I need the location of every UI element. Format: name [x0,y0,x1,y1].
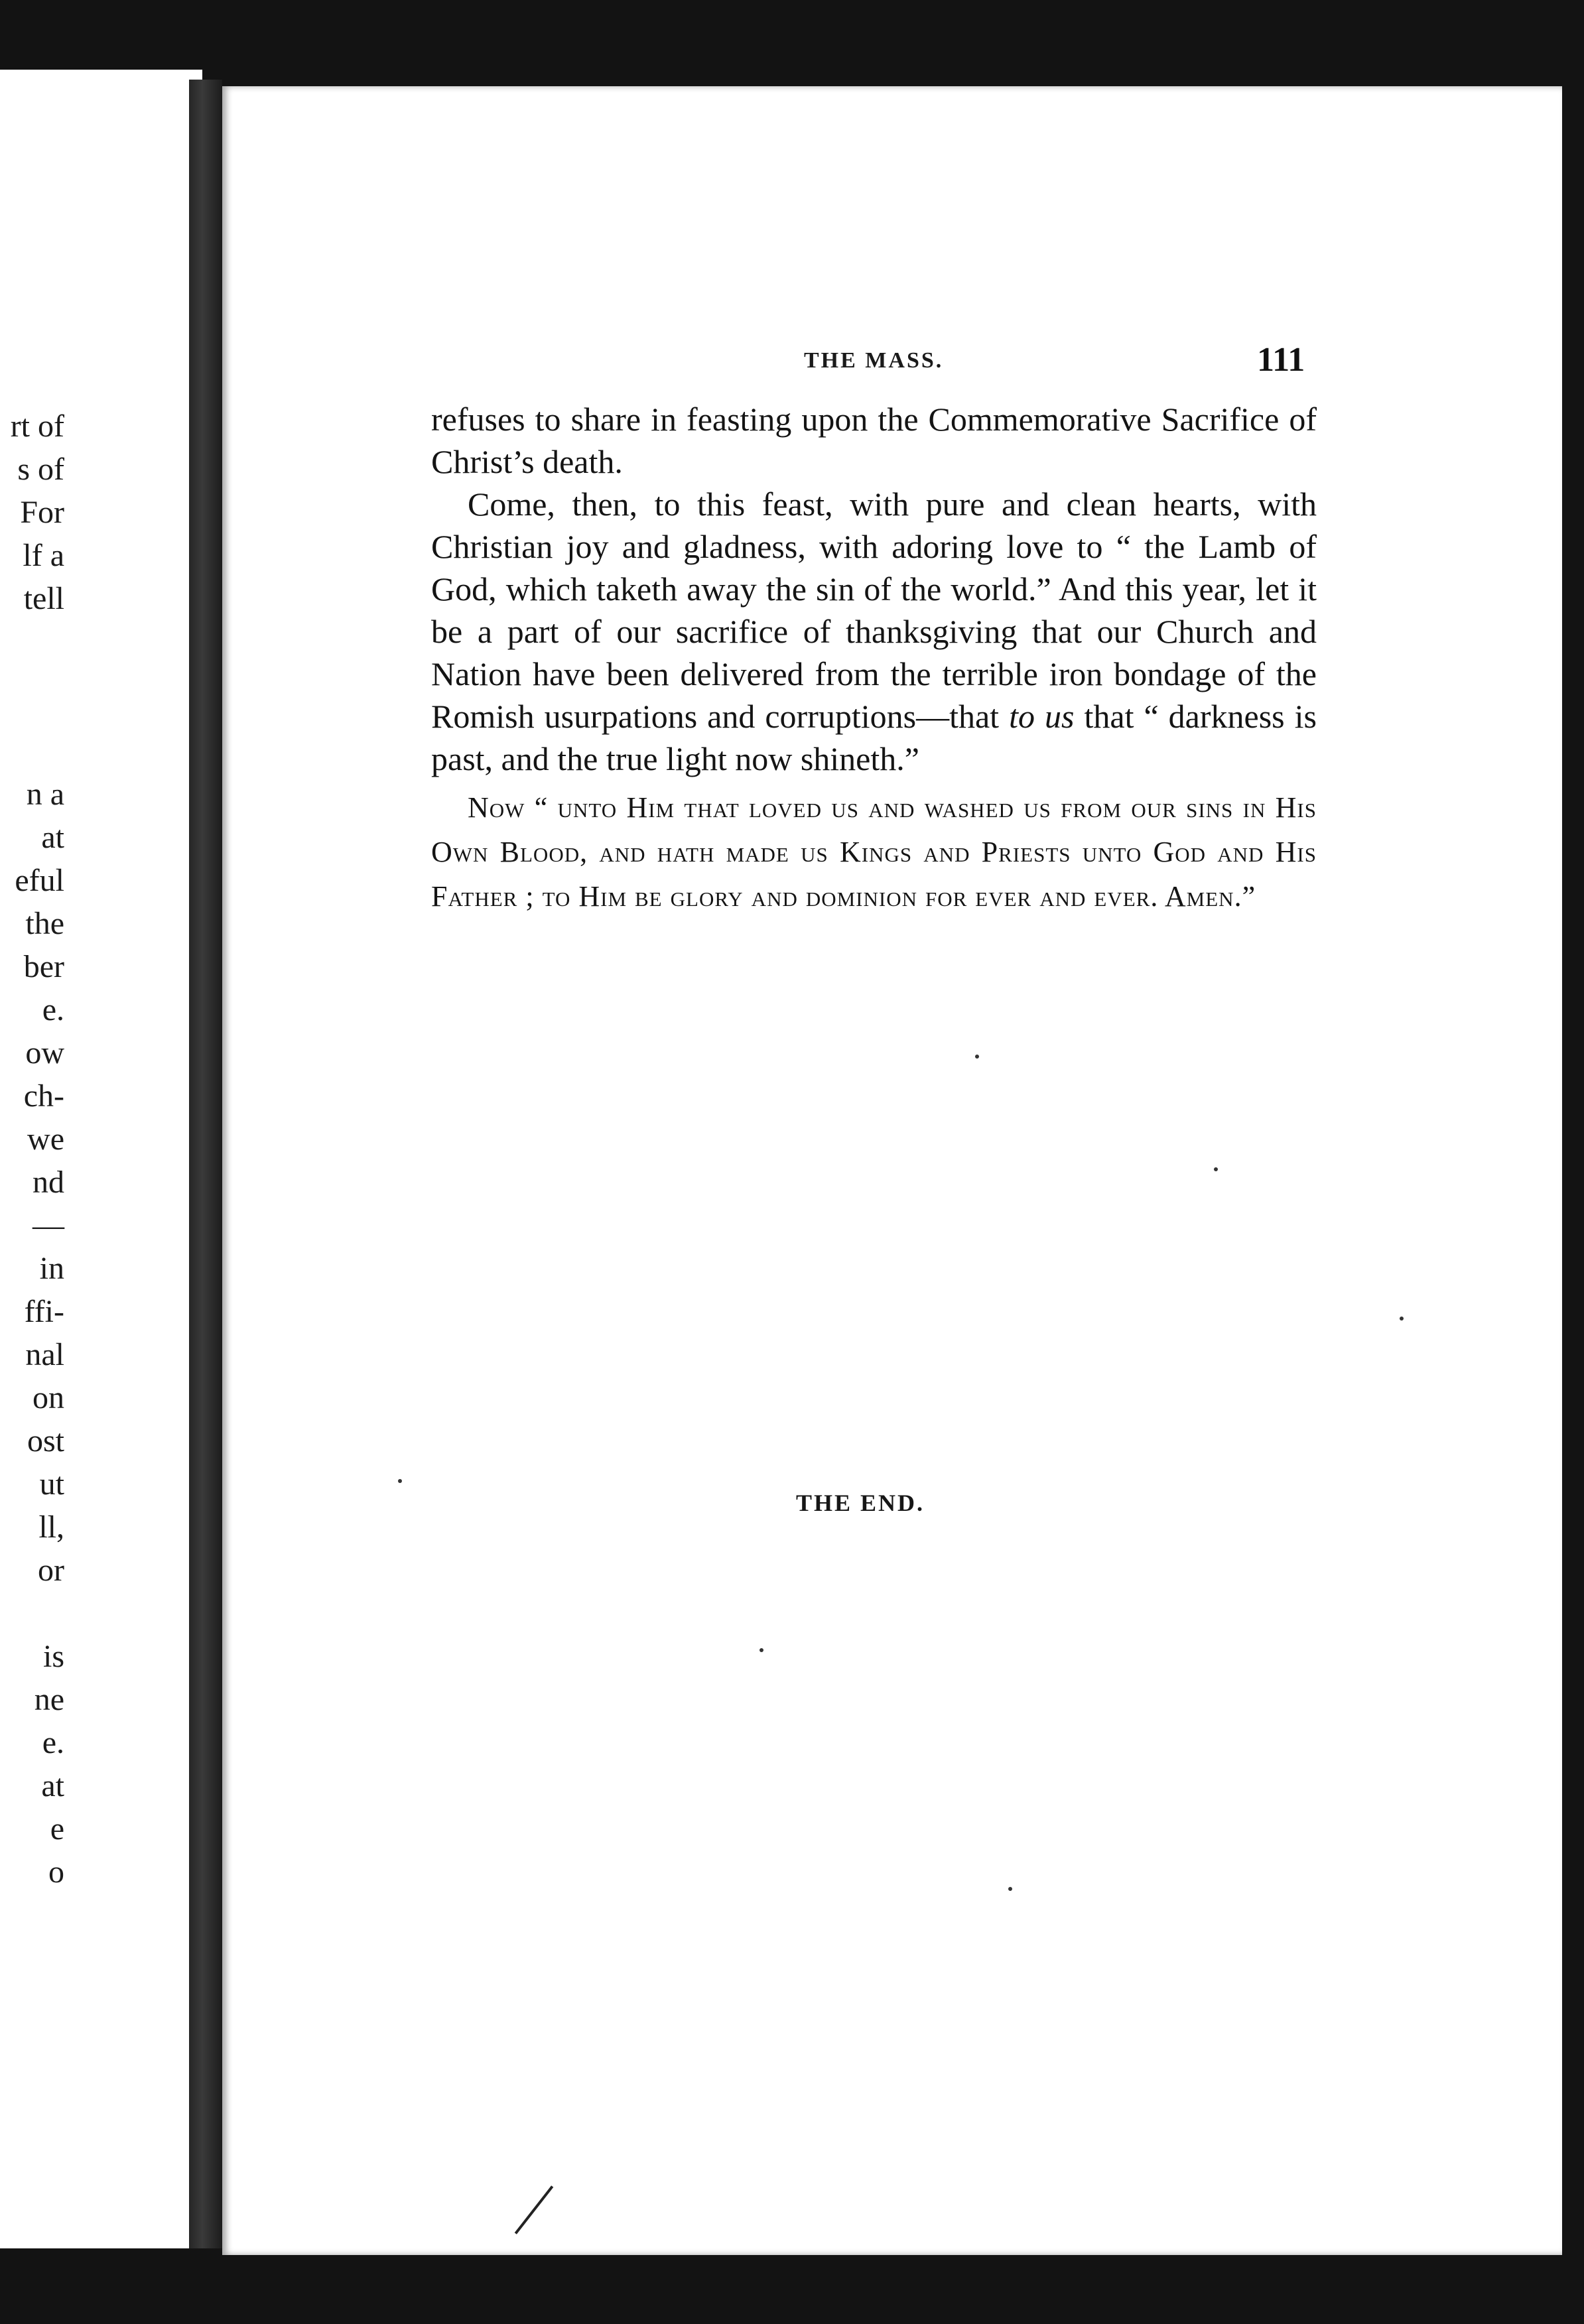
line-fragment: at [41,1768,64,1803]
line-fragment: e. [42,1725,64,1760]
dust-speck [1008,1887,1012,1891]
line-fragment: eful [15,863,64,898]
italic-phrase: to us [1009,698,1075,735]
line-fragment: tell [23,581,64,616]
dust-speck [1214,1167,1218,1171]
line-fragment: rt of [10,409,64,444]
page-gutter [189,80,222,2248]
dust-speck [759,1648,763,1652]
line-fragment: the [25,906,64,941]
dust-speck [398,1479,402,1483]
current-page [222,86,1562,2255]
line-fragment: ost [27,1423,64,1458]
line-fragment: we [27,1122,64,1157]
paragraph-text: that “ darkness is past, and the true light now shineth.” [431,698,1317,777]
line-fragment: e. [42,992,64,1027]
line-fragment: ch- [23,1078,64,1114]
line-fragment: ut [39,1466,64,1502]
line-fragment: ffi- [24,1294,64,1329]
the-end-label: THE END. [796,1490,925,1516]
line-fragment: nal [25,1337,64,1372]
paragraph-continuation: refuses to share in feasting upon the Commemorative Sacrifice of Christ’s death. [431,401,1317,480]
line-fragment: o [48,1854,64,1890]
doxology-paragraph: Now “ unto Him that loved us and washed us from our sins in His Own Blood, and hath made us Kings and Priests unto God and His Father ; to Him be glory and dominion for ever and ever. Amen.” [431,791,1317,913]
line-fragment: e [50,1811,64,1846]
running-title: THE MASS. [804,348,944,373]
line-fragment: lf a [23,538,64,573]
line-fragment: nd [33,1165,64,1200]
line-fragment: — [33,1208,64,1243]
line-fragment: For [20,495,64,530]
line-fragment: or [38,1553,64,1588]
line-fragment: ll, [38,1510,64,1545]
line-fragment: ne [34,1682,64,1717]
line-fragment: at [41,820,64,855]
paragraph-come-then [431,483,1317,780]
page-body [431,398,1317,919]
page-number: 111 [1257,341,1305,379]
line-fragment: s of [17,452,64,487]
previous-page [0,70,202,2248]
running-head [222,341,1562,388]
paragraph-text: Come, then, to this feast, with pure and clean hearts, with Christian joy and gladness, with adoring love to “ the Lamb of God, which taketh away the sin of the world.” And this year, let it be a part of our sacrifice of thanksgiving that our Church and Nation have been delivered from the terrible iron bondage of the Romish usurpations and corruptions—that [431,485,1317,735]
line-fragment: ber [23,949,64,984]
line-fragment: on [33,1380,64,1415]
line-fragment: in [39,1251,64,1286]
dust-speck [975,1055,979,1059]
line-fragment: ow [25,1035,64,1070]
line-fragment: is [42,1639,64,1674]
line-fragment: n a [26,777,64,812]
dust-speck [1400,1317,1404,1321]
